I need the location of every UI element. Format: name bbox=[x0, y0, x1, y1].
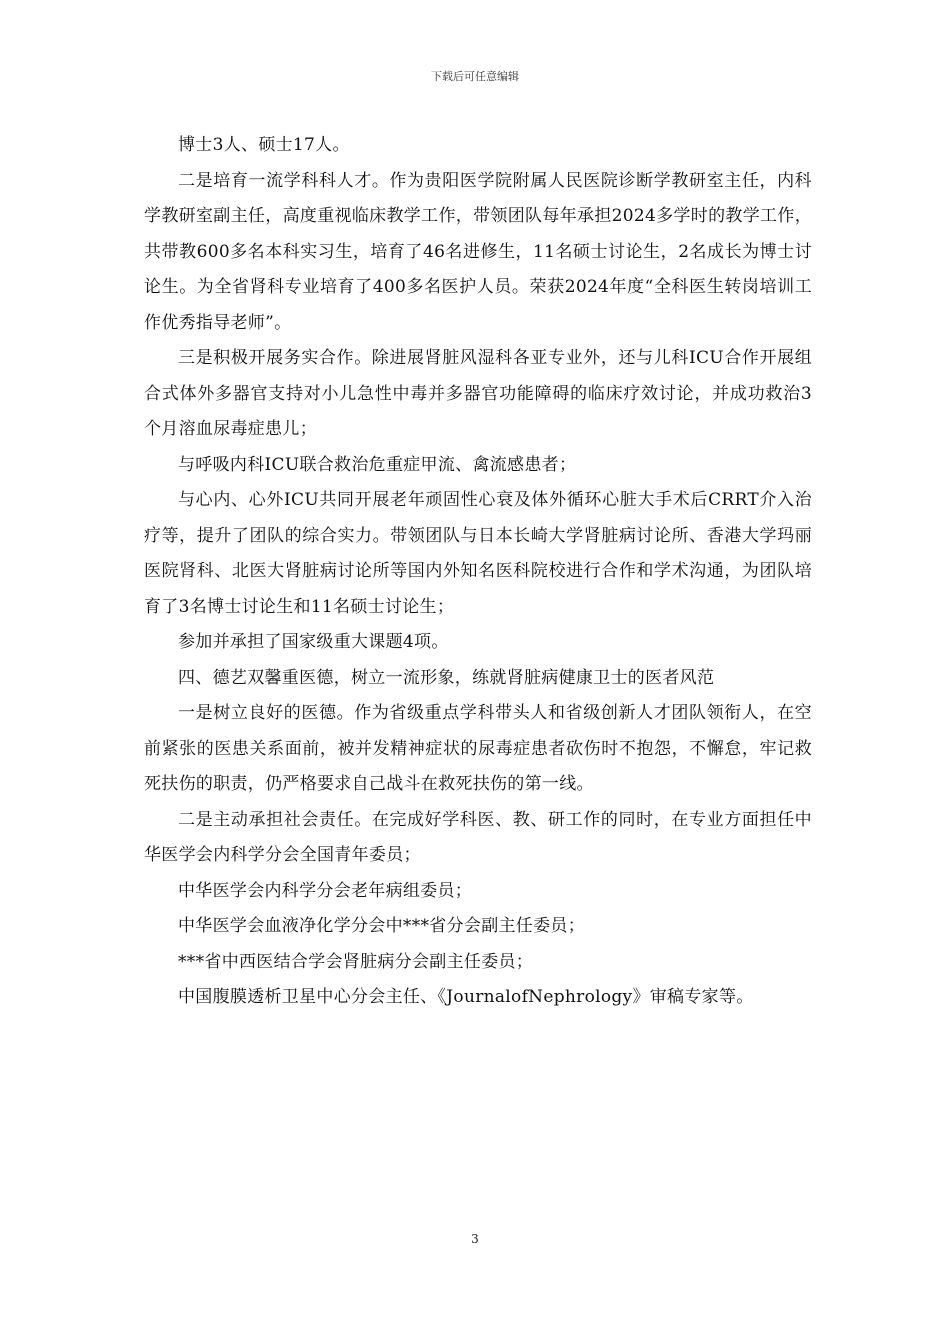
paragraph: 与心内、心外ICU共同开展老年顽固性心衰及体外循环心脏大手术后CRRT介入治疗等，提升了团队的综合实力。带领团队与日本长崎大学肾脏病讨论所、香港大学玛丽医院肾科、北医大肾脏病讨论所等国内外知名医科院校进行合作和学术沟通，为团队培育了3名博士讨论生和11名硕士讨论生； bbox=[144, 490, 812, 617]
page-number: 3 bbox=[471, 1232, 479, 1246]
page-header: 下载后可任意编辑 bbox=[431, 70, 519, 83]
paragraph: 二是培育一流学科科人才。作为贵阳医学院附属人民医院诊断学教研室主任，内科学教研室副主任，高度重视临床教学工作，带领团队每年承担2024多学时的教学工作，共带教600多名本科实习生，培育了46名进修生，11名硕士讨论生，2名成长为博士讨论生。为全省肾科专业培育了400多名医护人员。荣获2024年度“全科医生转岗培训工作优秀指导老师”。 bbox=[144, 170, 812, 333]
paragraph: 中华医学会血液净化学分会中***省分会副主任委员； bbox=[178, 916, 585, 936]
section-heading: 四、德艺双馨重医德，树立一流形象，练就肾脏病健康卫士的医者风范 bbox=[178, 667, 715, 688]
paragraph: 博士3人、硕士17人。 bbox=[178, 135, 350, 155]
paragraph: 三是积极开展务实合作。除进展肾脏风湿科各亚专业外，还与儿科ICU合作开展组合式体外多器官支持对小儿急性中毒并多器官功能障碍的临床疗效讨论，并成功救治3个月溶血尿毒症患儿； bbox=[144, 348, 812, 439]
paragraph: 与呼吸内科ICU联合救治危重症甲流、禽流感患者； bbox=[178, 454, 577, 475]
paragraph: 中国腹膜透析卫星中心分会主任、《JournalofNephrology》审稿专家等。 bbox=[178, 987, 754, 1007]
paragraph: 一是树立良好的医德。作为省级重点学科带头人和省级创新人才团队领衔人，在空前紧张的医患关系面前，被并发精神症状的尿毒症患者砍伤时不抱怨，不懈怠，牢记救死扶伤的职责，仍严格要求自己战斗在救死扶伤的第一线。 bbox=[144, 703, 812, 794]
paragraph: ***省中西医结合学会肾脏病分会副主任委员； bbox=[178, 951, 534, 972]
paragraph: 二是主动承担社会责任。在完成好学科医、教、研工作的同时，在专业方面担任中华医学会内科学分会全国青年委员； bbox=[144, 809, 812, 865]
paragraph: 中华医学会内科学分会老年病组委员； bbox=[178, 880, 473, 901]
paragraph: 参加并承担了国家级重大课题4项。 bbox=[178, 632, 449, 652]
document-body bbox=[144, 128, 812, 1016]
